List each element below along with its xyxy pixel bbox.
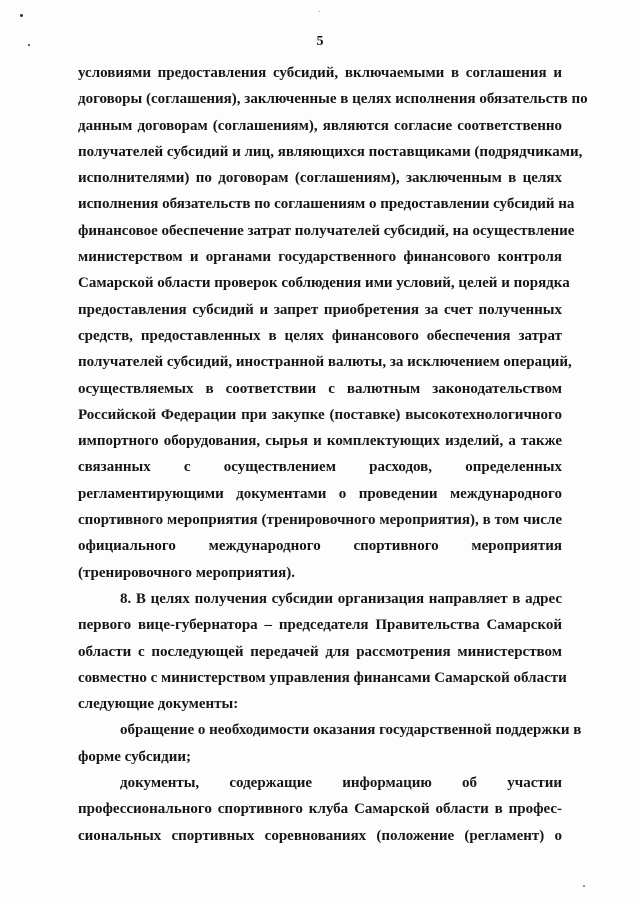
page-number: 5 (316, 34, 324, 49)
scan-speck (583, 885, 585, 887)
scan-speck (20, 14, 23, 17)
text-line: официального международного спортивного мероприятия (78, 538, 562, 555)
text-line: обращение о необходимости оказания государственной поддержки в (120, 722, 582, 739)
text-line: Самарской области проверок соблюдения ими условий, целей и порядка (78, 275, 570, 292)
document-body (78, 60, 588, 849)
text-line: следующие документы: (78, 696, 239, 713)
text-line: предоставления субсидий и запрет приобретения за счет полученных (78, 301, 562, 318)
text-line: средств, предоставленных в целях финансового обеспечения затрат (78, 327, 562, 344)
text-line: регламентирующими документами о проведении международного (78, 485, 562, 502)
text-line: Российской Федерации при закупке (поставке) высокотехнологичного (78, 406, 562, 423)
text-line: исполнителями) по договорам (соглашениям), заключенным в целях (78, 170, 562, 187)
text-line: совместно с министерством управления финансами Самарской области (78, 669, 567, 686)
text-line: импортного оборудования, сырья и комплектующих изделий, а также (78, 433, 562, 450)
text-line: спортивного мероприятия (тренировочного мероприятия), в том числе (78, 512, 562, 529)
text-line: связанных с осуществлением расходов, определенных (78, 459, 562, 476)
text-line: первого вице-губернатора – председателя Правительства Самарской (78, 617, 562, 634)
text-line: данным договорам (соглашениям), являются согласие соответственно (78, 117, 562, 134)
text-line: получателей субсидий, иностранной валюты, за исключением операций, (78, 354, 572, 371)
text-line: (тренировочного мероприятия). (78, 564, 296, 581)
text-line: профессионального спортивного клуба Самарской области в профес- (78, 801, 562, 818)
scan-speck (319, 11, 320, 12)
text-line: форме субсидии; (78, 748, 192, 765)
text-line: осуществляемых в соответствии с валютным законодательством (78, 380, 562, 397)
text-line: договоры (соглашения), заключенные в целях исполнения обязательств по (78, 91, 588, 108)
text-line: финансовое обеспечение затрат получателей субсидий, на осуществление (78, 222, 575, 239)
text-line: министерством и органами государственного финансового контроля (78, 249, 562, 266)
text-line: условиями предоставления субсидий, включаемыми в соглашения и (78, 65, 562, 81)
text-line: 8. В целях получения субсидии организация направляет в адрес (120, 590, 562, 607)
text-line: области с последующей передачей для рассмотрения министерством (78, 643, 562, 660)
text-line: документы, содержащие информацию об участии (120, 775, 562, 792)
text-line: сиональных спортивных соревнованиях (положение (регламент) о (78, 827, 562, 844)
text-line: исполнения обязательств по соглашениям о предоставлении субсидий на (78, 196, 575, 213)
text-line: получателей субсидий и лиц, являющихся поставщиками (подрядчиками, (78, 143, 583, 160)
